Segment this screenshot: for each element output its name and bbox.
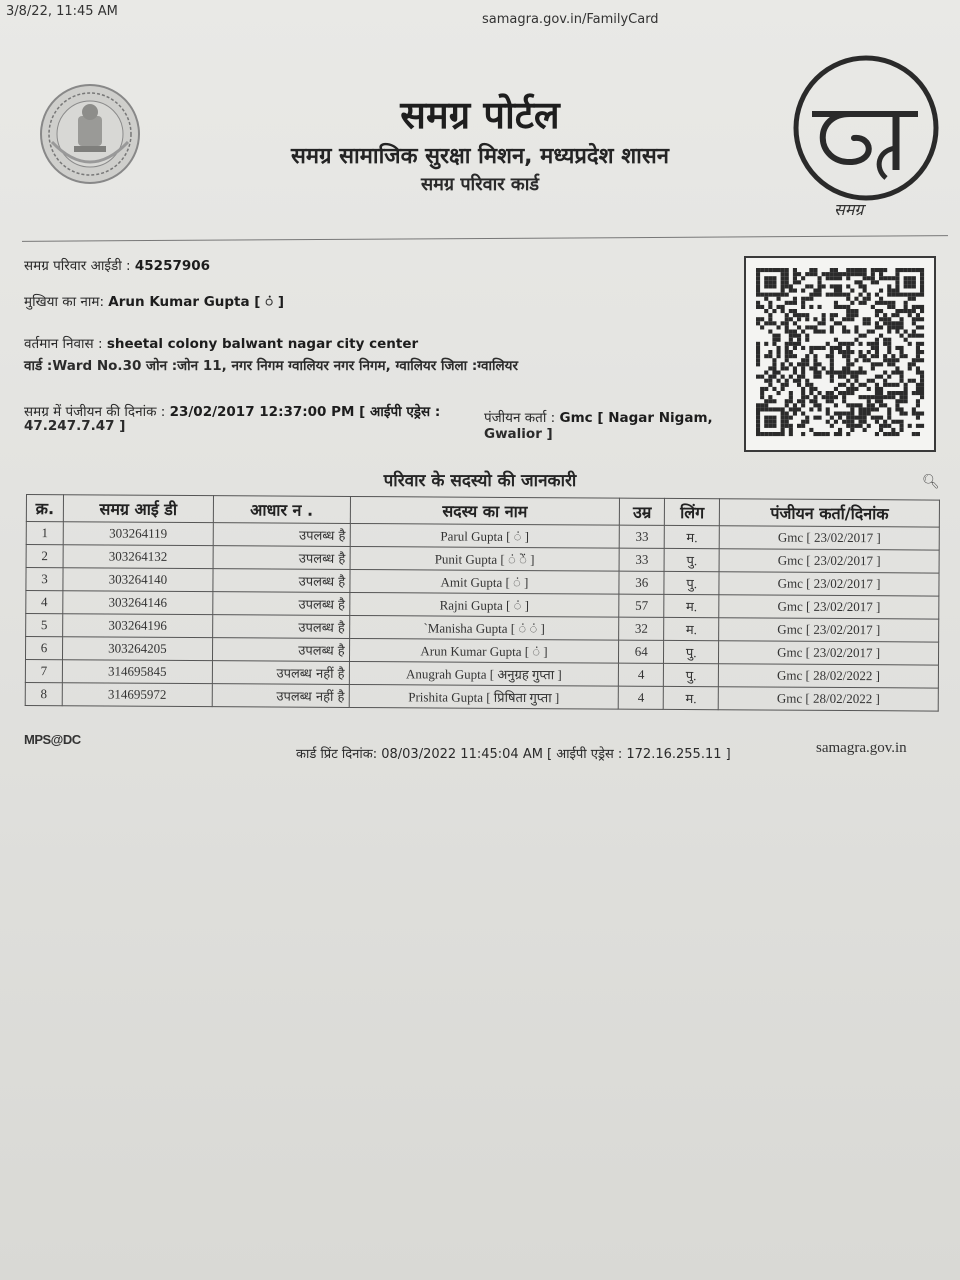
member-name: Parul Gupta [ ं ] <box>350 523 620 548</box>
member-gender: पु. <box>664 663 719 686</box>
header-divider <box>22 235 948 242</box>
member-registrar: Gmc [ 23/02/2017 ] <box>719 549 939 573</box>
member-samagra-id: 314695845 <box>62 660 212 684</box>
member-serial: 6 <box>25 637 62 660</box>
member-samagra-id: 303264132 <box>63 545 213 569</box>
member-serial: 4 <box>26 591 63 614</box>
mission-subtitle: समग्र सामाजिक सुरक्षा मिशन, मध्यप्रदेश शासन <box>291 144 669 169</box>
member-name: Prishita Gupta [ प्रिषिता गुप्ता ] <box>349 684 619 709</box>
member-registrar: Gmc [ 23/02/2017 ] <box>719 595 939 619</box>
samagra-logo-label: समग्र <box>834 200 864 219</box>
member-registrar: Gmc [ 28/02/2022 ] <box>718 687 938 711</box>
card-print-info: कार्ड प्रिंट दिनांक: 08/03/2022 11:45:04 AM [ आईपी एड्रेस : 172.16.255.11 ] <box>296 747 731 762</box>
family-head-row <box>24 292 284 310</box>
member-serial: 5 <box>26 614 63 637</box>
footer-site: samagra.gov.in <box>816 740 907 756</box>
mpsedc-logo: MPS@DC <box>24 732 81 747</box>
member-aadhaar-status: उपलब्ध है <box>213 592 350 616</box>
member-samagra-id: 314695972 <box>62 683 212 707</box>
member-age: 33 <box>619 548 664 571</box>
member-serial: 1 <box>26 522 63 545</box>
column-header: आधार न . <box>213 496 350 524</box>
registration-label: समग्र में पंजीयन की दिनांक : <box>24 404 166 420</box>
member-gender: पु. <box>664 640 719 663</box>
family-head-label: मुखिया का नाम: <box>24 294 104 310</box>
column-header: समग्र आई डी <box>63 495 213 523</box>
member-serial: 2 <box>26 545 63 568</box>
member-aadhaar-status: उपलब्ध है <box>213 523 350 547</box>
member-samagra-id: 303264119 <box>63 522 213 546</box>
member-registrar: Gmc [ 23/02/2017 ] <box>719 572 939 596</box>
member-name: `Manisha Gupta [ ं ं ] <box>349 615 619 640</box>
member-age: 4 <box>618 686 663 709</box>
member-name: Arun Kumar Gupta [ ं ] <box>349 638 619 663</box>
member-registrar: Gmc [ 23/02/2017 ] <box>719 618 939 642</box>
registrar-value-cont: Gwalior ] <box>484 426 553 442</box>
residence-value: sheetal colony balwant nagar city center <box>106 336 419 352</box>
member-gender: म. <box>664 525 719 548</box>
member-samagra-id: 303264146 <box>63 591 213 615</box>
member-name: Rajni Gupta [ ं ] <box>349 592 619 617</box>
family-id-label: समग्र परिवार आईडी : <box>24 258 131 274</box>
member-aadhaar-status: उपलब्ध है <box>212 615 349 639</box>
family-head-value: Arun Kumar Gupta [ ं ] <box>108 294 285 310</box>
family-id-value: 45257906 <box>134 258 211 274</box>
member-name: Punit Gupta [ ं ें ] <box>350 546 620 571</box>
member-age: 36 <box>619 571 664 594</box>
member-name: Anugrah Gupta [ अनुग्रह गुप्ता ] <box>349 661 619 686</box>
member-age: 64 <box>619 640 664 663</box>
member-age: 33 <box>619 525 664 548</box>
registration-ip: 47.247.7.47 ] <box>24 418 126 434</box>
family-id-row <box>24 256 210 274</box>
zoom-icon: 🔍︎ <box>922 474 940 490</box>
table-row <box>25 682 938 711</box>
member-age: 32 <box>619 617 664 640</box>
registration-value: 23/02/2017 12:37:00 PM [ आईपी एड्रेस : <box>169 404 441 420</box>
member-samagra-id: 303264205 <box>62 637 212 661</box>
registrar-label: पंजीयन कर्ता : <box>484 410 556 426</box>
column-header: लिंग <box>665 498 720 525</box>
card-title: समग्र परिवार कार्ड <box>420 174 539 195</box>
member-aadhaar-status: उपलब्ध है <box>213 546 350 570</box>
member-samagra-id: 303264196 <box>63 614 213 638</box>
registrar-value: Gmc [ Nagar Nigam, <box>559 410 713 426</box>
samagra-logo <box>792 52 940 222</box>
member-aadhaar-status: उपलब्ध है <box>212 638 349 662</box>
members-section-title: परिवार के सदस्यो की जानकारी <box>383 471 577 491</box>
residence-row <box>24 334 418 352</box>
member-gender: म. <box>664 594 719 617</box>
column-header: उम्र <box>620 498 665 525</box>
member-name: Amit Gupta [ ं ] <box>350 569 620 594</box>
member-samagra-id: 303264140 <box>63 568 213 592</box>
registrar-row <box>484 408 713 426</box>
member-age: 4 <box>619 663 664 686</box>
member-gender: म. <box>663 686 718 709</box>
ward-line: वार्ड :Ward No.30 जोन :जोन 11, नगर निगम ग्वालियर नगर निगम, ग्वालियर जिला :ग्वालियर <box>24 358 519 374</box>
member-gender: पु. <box>664 571 719 594</box>
residence-label: वर्तमान निवास : <box>24 336 103 352</box>
member-age: 57 <box>619 594 664 617</box>
member-serial: 8 <box>25 682 62 705</box>
members-table <box>25 494 940 712</box>
qr-code <box>744 256 936 452</box>
column-header: सदस्य का नाम <box>350 496 620 525</box>
column-header: क्र. <box>26 495 63 522</box>
member-registrar: Gmc [ 23/02/2017 ] <box>719 526 939 550</box>
member-serial: 3 <box>26 568 63 591</box>
member-serial: 7 <box>25 659 62 682</box>
member-gender: म. <box>664 617 719 640</box>
member-aadhaar-status: उपलब्ध है <box>213 569 350 593</box>
member-registrar: Gmc [ 23/02/2017 ] <box>719 641 939 665</box>
column-header: पंजीयन कर्ता/दिनांक <box>720 499 940 527</box>
portal-title: समग्र पोर्टल <box>400 93 560 137</box>
member-gender: पु. <box>664 548 719 571</box>
member-aadhaar-status: उपलब्ध नहीं है <box>212 684 349 708</box>
print-timestamp: 3/8/22, 11:45 AM <box>6 4 118 19</box>
page-url: samagra.gov.in/FamilyCard <box>482 12 659 27</box>
member-aadhaar-status: उपलब्ध नहीं है <box>212 661 349 685</box>
member-registrar: Gmc [ 28/02/2022 ] <box>719 664 939 688</box>
